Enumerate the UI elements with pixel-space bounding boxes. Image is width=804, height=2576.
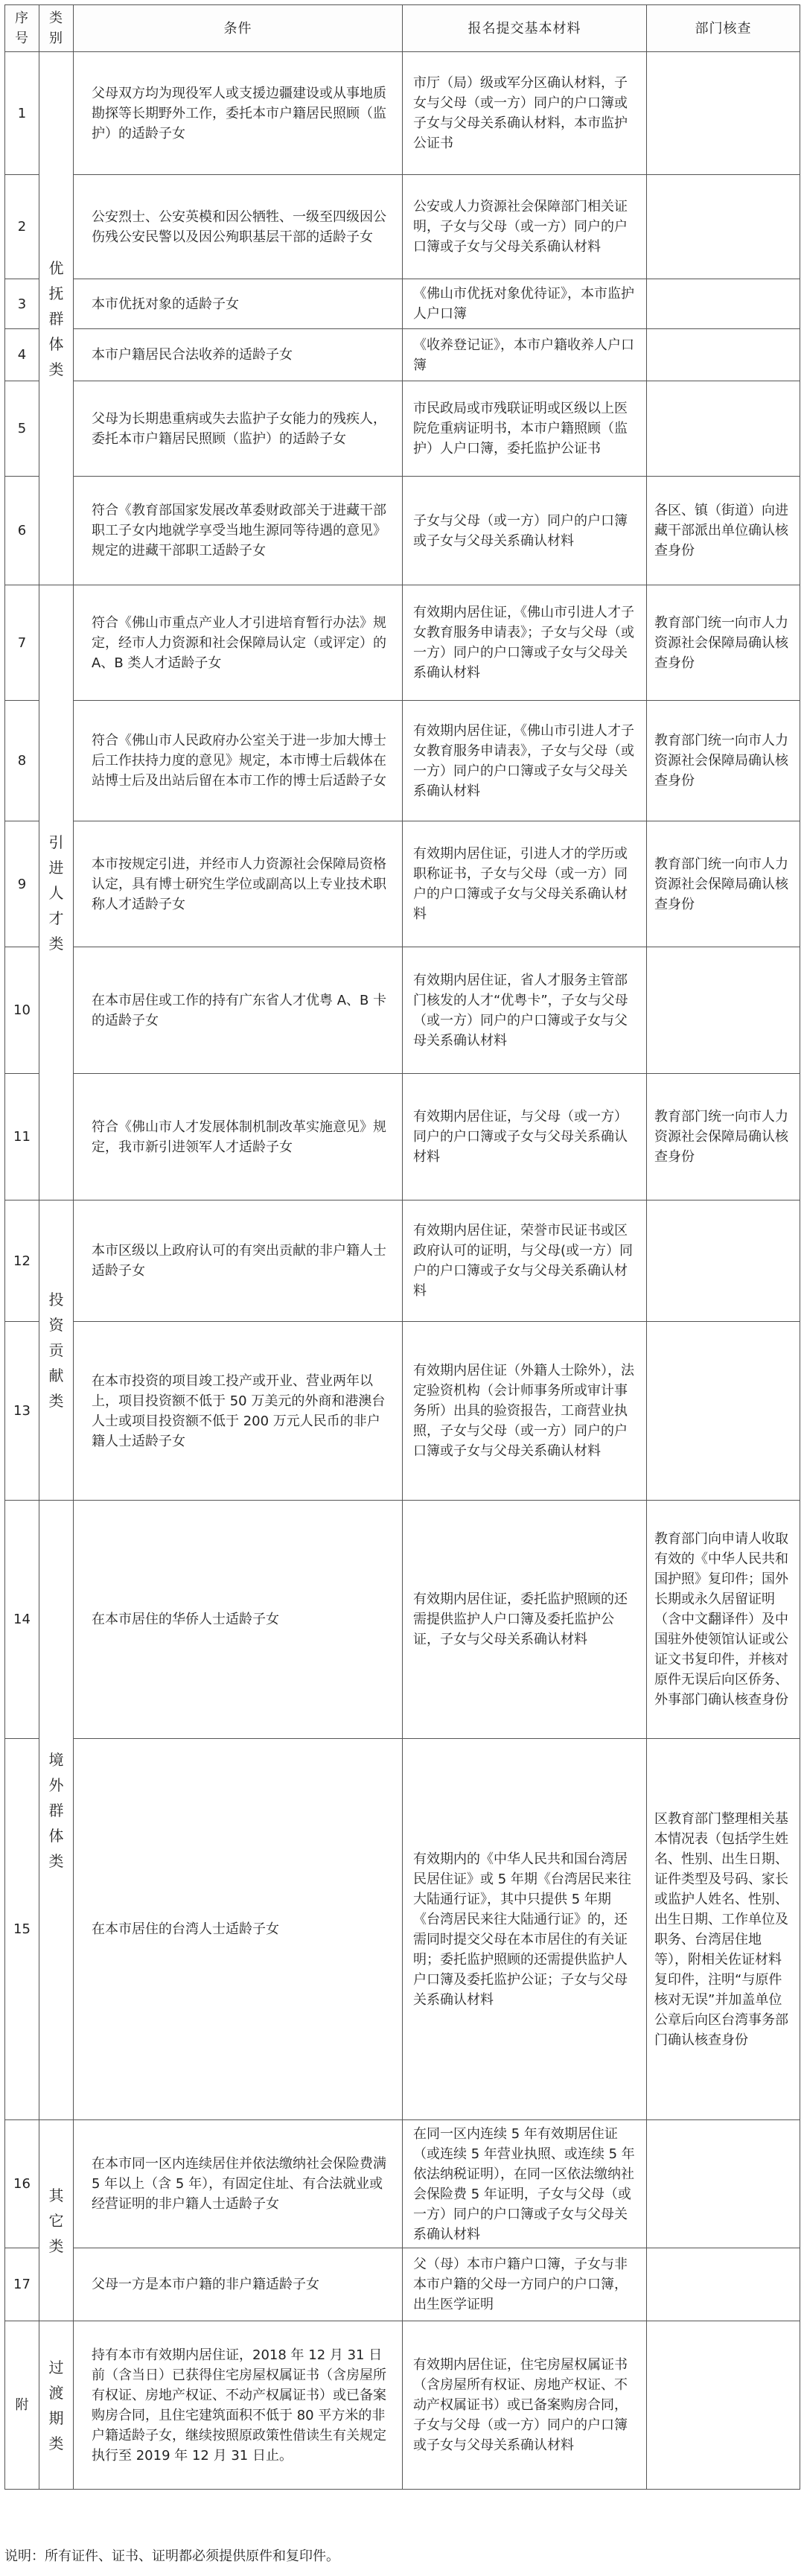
row-number: 9 <box>5 821 39 947</box>
header-condition: 条件 <box>74 5 403 52</box>
row-number: 附 <box>5 2321 39 2490</box>
table-row <box>5 52 800 175</box>
table-row <box>5 175 800 279</box>
row-condition: 符合《佛山市重点产业人才引进培育暂行办法》规定，经市人力资源和社会保障局认定（或评定）的 A、B 类人才适龄子女 <box>74 585 403 701</box>
table-row <box>5 2321 800 2490</box>
row-number: 11 <box>5 1074 39 1200</box>
row-materials: 有效期内居住证，省人才服务主管部门核发的人才“优粤卡”，子女与父母（或一方）同户的户口簿或子女与父母关系确认材料 <box>403 947 647 1074</box>
row-condition: 持有本市有效期内居住证，2018 年 12 月 31 日前（含当日）已获得住宅房屋权属证书（含房屋所有权证、房地产权证、不动产权属证书）或已备案购房合同，且住宅建筑面积不低于 80 平方米的非户籍适龄子女，继续按照原政策性借读生有关规定执行至 2019 年 12 月 31 日止。 <box>74 2321 403 2490</box>
category-touzi: 投资贡献类 <box>39 1200 74 1501</box>
row-number: 6 <box>5 477 39 585</box>
row-check <box>647 1200 800 1322</box>
row-condition: 本市区级以上政府认可的有突出贡献的非户籍人士适龄子女 <box>74 1200 403 1322</box>
row-check: 区教育部门整理相关基本情况表（包括学生姓名、性别、出生日期、证件类型及号码、家长或监护人姓名、性别、出生日期、工作单位及职务、台湾居住地等），附相关佐证材料复印件，注明“与原件核对无误”并加盖单位公章后向区台湾事务部门确认核查身份 <box>647 1739 800 2120</box>
row-check <box>647 2248 800 2321</box>
table-row <box>5 1074 800 1200</box>
table-row <box>5 2248 800 2321</box>
row-number: 14 <box>5 1501 39 1739</box>
table-row <box>5 701 800 821</box>
row-condition: 本市优抚对象的适龄子女 <box>74 279 403 329</box>
row-check <box>647 381 800 477</box>
row-check: 教育部门统一向市人力资源社会保障局确认核查身份 <box>647 1074 800 1200</box>
header-category: 类别 <box>39 5 74 52</box>
row-number: 5 <box>5 381 39 477</box>
row-number: 3 <box>5 279 39 329</box>
row-number: 17 <box>5 2248 39 2321</box>
header-materials: 报名提交基本材料 <box>403 5 647 52</box>
row-materials: 有效期内居住证，住宅房屋权属证书（含房屋所有权证、房地产权证、不动产权属证书）或已备案购房合同，子女与父母（或一方）同户的户口簿或子女与父母关系确认材料 <box>403 2321 647 2490</box>
header-check: 部门核查 <box>647 5 800 52</box>
row-check <box>647 329 800 381</box>
eligibility-table <box>4 4 800 2490</box>
table-row <box>5 381 800 477</box>
row-materials: 市民政局或市残联证明或区级以上医院危重病证明书，本市户籍照顾（监护）人户口簿，委托监护公证书 <box>403 381 647 477</box>
row-check <box>647 52 800 175</box>
row-condition: 在本市投资的项目竣工投产或开业、营业两年以上，项目投资额不低于 50 万美元的外商和港澳台人士或项目投资额不低于 200 万元人民币的非户籍人士适龄子女 <box>74 1322 403 1501</box>
row-check <box>647 175 800 279</box>
row-materials: 有效期内居住证，《佛山市引进人才子女教育服务申请表》，子女与父母（或一方）同户的户口簿或子女与父母关系确认材料 <box>403 701 647 821</box>
category-guodu: 过渡期类 <box>39 2321 74 2490</box>
row-condition: 在本市同一区内连续居住并依法缴纳社会保险费满 5 年以上（含 5 年），有固定住址、有合法就业或经营证明的非户籍人士适龄子女 <box>74 2120 403 2248</box>
row-number: 1 <box>5 52 39 175</box>
footnote: 说明：所有证件、证书、证明都必须提供原件和复印件。 <box>4 2548 339 2564</box>
table-row <box>5 1501 800 1739</box>
row-materials: 有效期内居住证，与父母（或一方）同户的户口簿或子女与父母关系确认材料 <box>403 1074 647 1200</box>
row-check: 各区、镇（街道）向进藏干部派出单位确认核查身份 <box>647 477 800 585</box>
row-check: 教育部门统一向市人力资源社会保障局确认核查身份 <box>647 585 800 701</box>
row-check: 教育部门向申请人收取有效的《中华人民共和国护照》复印件；国外长期或永久居留证明（含中文翻译件）及中国驻外使领馆认证或公证文书复印件，并核对原件无误后向区侨务、外事部门确认核查身份 <box>647 1501 800 1739</box>
row-check <box>647 947 800 1074</box>
row-condition: 父母一方是本市户籍的非户籍适龄子女 <box>74 2248 403 2321</box>
row-condition: 符合《佛山市人才发展体制机制改革实施意见》规定，我市新引进领军人才适龄子女 <box>74 1074 403 1200</box>
row-condition: 父母为长期患重病或失去监护子女能力的残疾人，委托本市户籍居民照顾（监护）的适龄子女 <box>74 381 403 477</box>
table-row <box>5 329 800 381</box>
header-seq: 序号 <box>5 5 39 52</box>
row-condition: 在本市居住的华侨人士适龄子女 <box>74 1501 403 1739</box>
table-row <box>5 585 800 701</box>
table-row <box>5 477 800 585</box>
row-materials: 《收养登记证》，本市户籍收养人户口簿 <box>403 329 647 381</box>
row-check <box>647 2120 800 2248</box>
row-condition: 在本市居住的台湾人士适龄子女 <box>74 1739 403 2120</box>
category-jingwai: 境外群体类 <box>39 1501 74 2120</box>
row-number: 8 <box>5 701 39 821</box>
row-materials: 有效期内居住证，委托监护照顾的还需提供监护人户口簿及委托监护公证，子女与父母关系确认材料 <box>403 1501 647 1739</box>
table-row <box>5 2120 800 2248</box>
table-row <box>5 1200 800 1322</box>
row-materials: 市厅（局）级或军分区确认材料，子女与父母（或一方）同户的户口簿或子女与父母关系确认材料，本市监护公证书 <box>403 52 647 175</box>
row-number: 12 <box>5 1200 39 1322</box>
row-materials: 有效期内的《中华人民共和国台湾居民居住证》或 5 年期《台湾居民来往大陆通行证》，其中只提供 5 年期《台湾居民来往大陆通行证》的，还需同时提交父母在本市居住的有关证明；委托监护照顾的还需提供监护人户口簿及委托监护公证；子女与父母关系确认材料 <box>403 1739 647 2120</box>
table-header-row <box>5 5 800 52</box>
row-check: 教育部门统一向市人力资源社会保障局确认核查身份 <box>647 821 800 947</box>
category-yinjin: 引进人才类 <box>39 585 74 1200</box>
row-materials: 公安或人力资源社会保障部门相关证明，子女与父母（或一方）同户的户口簿或子女与父母关系确认材料 <box>403 175 647 279</box>
row-materials: 父（母）本市户籍户口簿，子女与非本市户籍的父母一方同户的户口簿，出生医学证明 <box>403 2248 647 2321</box>
row-check: 教育部门统一向市人力资源社会保障局确认核查身份 <box>647 701 800 821</box>
row-condition: 父母双方均为现役军人或支援边疆建设或从事地质勘探等长期野外工作，委托本市户籍居民照顾（监护）的适龄子女 <box>74 52 403 175</box>
row-materials: 有效期内居住证，引进人才的学历或职称证书，子女与父母（或一方）同户的户口簿或子女与父母关系确认材料 <box>403 821 647 947</box>
row-condition: 本市按规定引进，并经市人力资源社会保障局资格认定，具有博士研究生学位或副高以上专业技术职称人才适龄子女 <box>74 821 403 947</box>
table-row <box>5 947 800 1074</box>
row-condition: 符合《佛山市人民政府办公室关于进一步加大博士后工作扶持力度的意见》规定，本市博士后载体在站博士后及出站后留在本市工作的博士后适龄子女 <box>74 701 403 821</box>
row-number: 16 <box>5 2120 39 2248</box>
row-number: 2 <box>5 175 39 279</box>
row-number: 10 <box>5 947 39 1074</box>
row-condition: 本市户籍居民合法收养的适龄子女 <box>74 329 403 381</box>
row-materials: 在同一区内连续 5 年有效期居住证（或连续 5 年营业执照、或连续 5 年依法纳税证明），在同一区依法缴纳社会保险费 5 年证明，子女与父母（或一方）同户的户口簿或子女与父母关系确认材料 <box>403 2120 647 2248</box>
row-condition: 公安烈士、公安英模和因公牺牲、一级至四级因公伤残公安民警以及因公殉职基层干部的适龄子女 <box>74 175 403 279</box>
row-materials: 有效期内居住证，荣誉市民证书或区政府认可的证明，与父母(或一方）同户的户口簿或子女与父母关系确认材料 <box>403 1200 647 1322</box>
row-number: 15 <box>5 1739 39 2120</box>
row-materials: 《佛山市优抚对象优待证》，本市监护人户口簿 <box>403 279 647 329</box>
table-row <box>5 1322 800 1501</box>
category-qita: 其它类 <box>39 2120 74 2321</box>
row-check <box>647 1322 800 1501</box>
table-row <box>5 279 800 329</box>
row-condition: 在本市居住或工作的持有广东省人才优粤 A、B 卡的适龄子女 <box>74 947 403 1074</box>
row-check <box>647 279 800 329</box>
row-number: 7 <box>5 585 39 701</box>
table-row <box>5 1739 800 2120</box>
row-materials: 有效期内居住证（外籍人士除外），法定验资机构（会计师事务所或审计事务所）出具的验资报告，工商营业执照，子女与父母（或一方）同户的户口簿或子女与父母关系确认材料 <box>403 1322 647 1501</box>
row-number: 13 <box>5 1322 39 1501</box>
row-materials: 有效期内居住证，《佛山市引进人才子女教育服务申请表》；子女与父母（或一方）同户的户口簿或子女与父母关系确认材料 <box>403 585 647 701</box>
row-materials: 子女与父母（或一方）同户的户口簿或子女与父母关系确认材料 <box>403 477 647 585</box>
category-youfu: 优抚群体类 <box>39 52 74 585</box>
row-number: 4 <box>5 329 39 381</box>
row-condition: 符合《教育部国家发展改革委财政部关于进藏干部职工子女内地就学享受当地生源同等待遇的意见》规定的进藏干部职工适龄子女 <box>74 477 403 585</box>
table-row <box>5 821 800 947</box>
row-check <box>647 2321 800 2490</box>
